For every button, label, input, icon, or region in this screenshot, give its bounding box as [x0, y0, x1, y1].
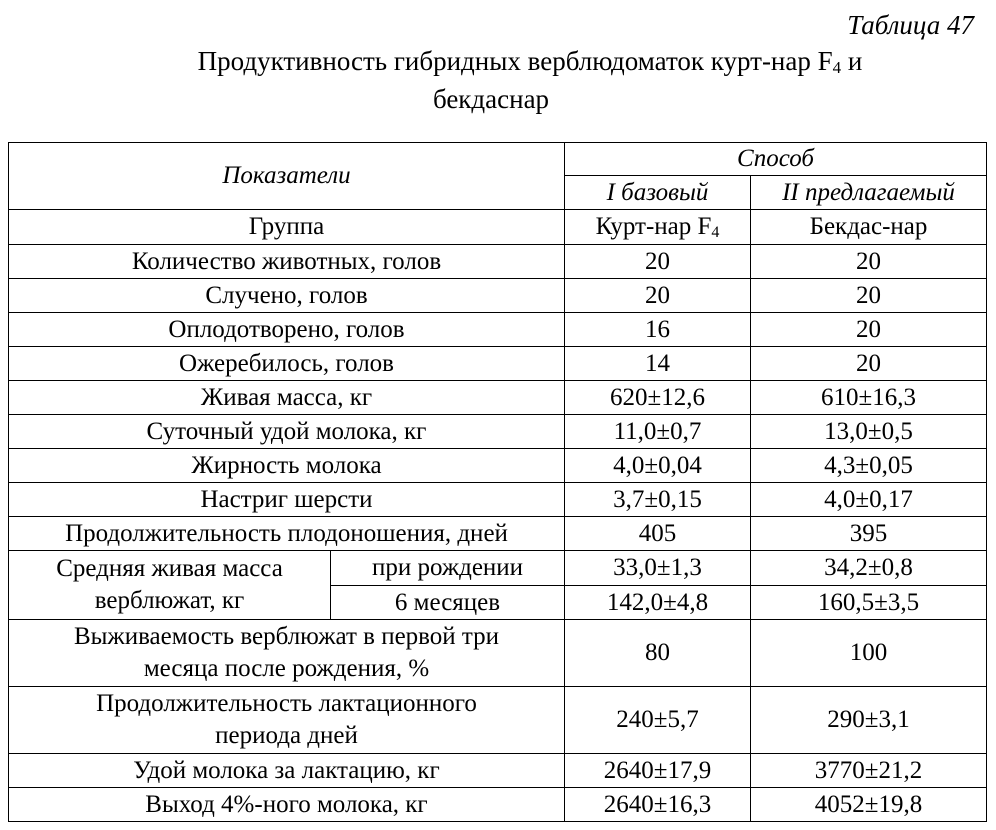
row-value-2: 395 [751, 517, 987, 551]
table-row [9, 449, 987, 483]
row-label: Оплодотворено, голов [9, 313, 565, 347]
row-label: Жирность молока [9, 449, 565, 483]
row-label: Количество животных, голов [9, 245, 565, 279]
table-row [9, 517, 987, 551]
productivity-table [8, 142, 987, 822]
header-method-1: I базовый [565, 176, 751, 210]
row-value-2: 20 [751, 313, 987, 347]
table-row [9, 381, 987, 415]
row-value-2: 20 [751, 347, 987, 381]
row-value-1: 405 [565, 517, 751, 551]
row-label: Выход 4%-ного молока, кг [9, 788, 565, 822]
calf-mass-6m-value-2: 160,5±3,5 [751, 586, 987, 620]
group-col1 [565, 210, 751, 245]
survival-value-2: 100 [751, 620, 987, 687]
header-method-2: II предлагаемый [751, 176, 987, 210]
calf-mass-birth-value-1: 33,0±1,3 [565, 551, 751, 586]
title-text: Продуктивность гибридных верблюдоматок курт-нар F [197, 46, 833, 76]
row-value-1: 20 [565, 279, 751, 313]
row-value-1: 11,0±0,7 [565, 415, 751, 449]
lactation-period-label-line1: Продолжительность лактационного [96, 690, 477, 717]
lactation-period-value-2: 290±3,1 [751, 687, 987, 754]
row-label: Суточный удой молока, кг [9, 415, 565, 449]
title-text-end: и [841, 46, 863, 76]
table-title [0, 42, 996, 118]
row-value-1: 620±12,6 [565, 381, 751, 415]
header-method: Способ [565, 143, 987, 176]
table-row [9, 788, 987, 822]
calf-mass-sub-birth: при рождении [331, 551, 565, 586]
survival-label [9, 620, 565, 687]
row-value-2: 610±16,3 [751, 381, 987, 415]
lactation-period-label [9, 687, 565, 754]
table-number: Таблица 47 [847, 10, 974, 40]
group-col2: Бекдас-нар [751, 210, 987, 245]
row-label: Продолжительность плодоношения, дней [9, 517, 565, 551]
survival-label-line1: Выживаемость верблюжат в первой три [73, 623, 500, 650]
row-value-2: 4052±19,8 [751, 788, 987, 822]
calf-mass-row-birth [9, 551, 987, 586]
row-value-1: 14 [565, 347, 751, 381]
calf-mass-sub-6-months: 6 месяцев [331, 586, 565, 620]
table-row [9, 347, 987, 381]
group-row [9, 210, 987, 245]
row-value-1: 20 [565, 245, 751, 279]
survival-value-1: 80 [565, 620, 751, 687]
row-value-2: 3770±21,2 [751, 754, 987, 788]
row-value-1: 3,7±0,15 [565, 483, 751, 517]
title-line-2: бекдаснар [432, 84, 550, 114]
row-value-2: 4,3±0,05 [751, 449, 987, 483]
table-row [9, 754, 987, 788]
lactation-period-row [9, 687, 987, 754]
row-value-1: 16 [565, 313, 751, 347]
table-row [9, 245, 987, 279]
row-label: Удой молока за лактацию, кг [9, 754, 565, 788]
table-row [9, 313, 987, 347]
table-row [9, 483, 987, 517]
row-label: Настриг шерсти [9, 483, 565, 517]
group-col1-subscript: 4 [711, 224, 720, 241]
lactation-period-value-1: 240±5,7 [565, 687, 751, 754]
calf-mass-label-line2: верблюжат, кг [94, 587, 245, 614]
table-row [9, 279, 987, 313]
header-indicators: Показатели [9, 143, 565, 210]
calf-mass-label-line1: Средняя живая масса [56, 555, 283, 582]
row-value-2: 20 [751, 279, 987, 313]
title-line-1 [0, 42, 996, 80]
row-value-1: 2640±16,3 [565, 788, 751, 822]
row-label: Ожеребилось, голов [9, 347, 565, 381]
row-value-2: 13,0±0,5 [751, 415, 987, 449]
row-value-1: 4,0±0,04 [565, 449, 751, 483]
title-subscript: 4 [832, 58, 842, 77]
row-value-2: 4,0±0,17 [751, 483, 987, 517]
group-col1-text: Курт-нар F [595, 213, 712, 240]
data-table-container [8, 142, 987, 822]
table-row [9, 415, 987, 449]
row-label: Случено, голов [9, 279, 565, 313]
group-label: Группа [9, 210, 565, 245]
header-row-1 [9, 143, 987, 176]
lactation-period-label-line2: периода дней [215, 722, 358, 749]
calf-mass-6m-value-1: 142,0±4,8 [565, 586, 751, 620]
survival-label-line2: месяца после рождения, % [143, 655, 430, 682]
row-value-1: 2640±17,9 [565, 754, 751, 788]
calf-mass-birth-value-2: 34,2±0,8 [751, 551, 987, 586]
row-value-2: 20 [751, 245, 987, 279]
calf-mass-label [9, 551, 331, 620]
survival-row [9, 620, 987, 687]
row-label: Живая масса, кг [9, 381, 565, 415]
